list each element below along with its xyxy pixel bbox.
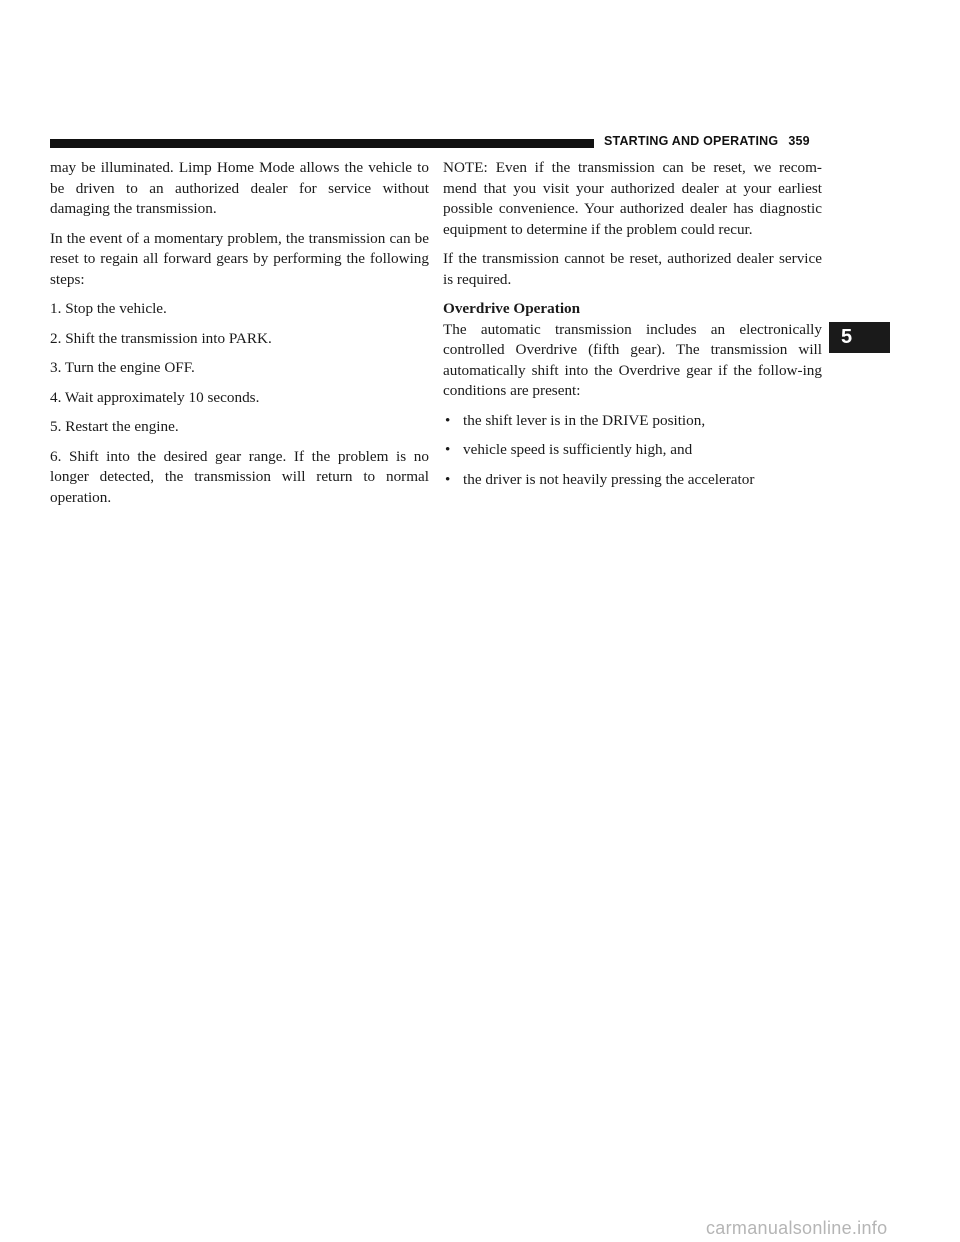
note-text: Even if the transmission can be reset, we recom-mend that you visit your authorized dealer at your earliest possible convenience. Your authorized dealer has diagnostic equipment to determine if the problem could recur. bbox=[443, 159, 822, 238]
overdrive-heading: Overdrive Operation bbox=[443, 300, 581, 317]
overdrive-paragraph: The automatic transmission includes an electronically controlled Overdrive (fifth gear). The transmission will automatically shift into the Overdrive gear if the follow-ing conditions are present: bbox=[443, 320, 822, 399]
step-5: 5. Restart the engine. bbox=[50, 418, 179, 435]
condition-text: the driver is not heavily pressing the accelerator bbox=[463, 470, 755, 488]
step-6: 6. Shift into the desired gear range. If the problem is no longer detected, the transmission will return to normal operation. bbox=[50, 447, 429, 506]
step-2: 2. Shift the transmission into PARK. bbox=[50, 329, 272, 347]
right-column bbox=[443, 158, 822, 499]
note-paragraph bbox=[443, 158, 822, 240]
list-item bbox=[443, 411, 822, 432]
page-number: 359 bbox=[788, 134, 810, 148]
intro-paragraph: may be illuminated. Limp Home Mode allows the vehicle to be driven to an authorized dealer for service without damaging the transmission. bbox=[50, 159, 429, 217]
step-1: 1. Stop the vehicle. bbox=[50, 300, 167, 317]
bullet-icon: • bbox=[445, 411, 451, 429]
conditions-list bbox=[443, 411, 822, 491]
note-label: NOTE: bbox=[443, 159, 488, 176]
step-3: 3. Turn the engine OFF. bbox=[50, 359, 195, 376]
list-item bbox=[443, 440, 822, 461]
condition-text: vehicle speed is sufficiently high, and bbox=[463, 441, 693, 458]
list-item bbox=[443, 470, 822, 491]
step-4: 4. Wait approximately 10 seconds. bbox=[50, 388, 260, 406]
reset-paragraph: In the event of a momentary problem, the transmission can be reset to regain all forward gears by performing the following steps: bbox=[50, 229, 429, 288]
condition-text: the shift lever is in the DRIVE position, bbox=[463, 411, 706, 429]
running-header bbox=[604, 134, 810, 148]
section-title: STARTING AND OPERATING bbox=[604, 134, 779, 148]
left-column bbox=[50, 158, 429, 517]
chapter-tab: 5 bbox=[829, 322, 890, 353]
bullet-icon: • bbox=[445, 470, 451, 488]
cannot-reset-paragraph: If the transmission cannot be reset, authorized dealer service is required. bbox=[443, 250, 822, 288]
bullet-icon: • bbox=[445, 441, 451, 458]
header-rule bbox=[50, 139, 594, 148]
watermark: carmanualsonline.info bbox=[706, 1218, 888, 1238]
